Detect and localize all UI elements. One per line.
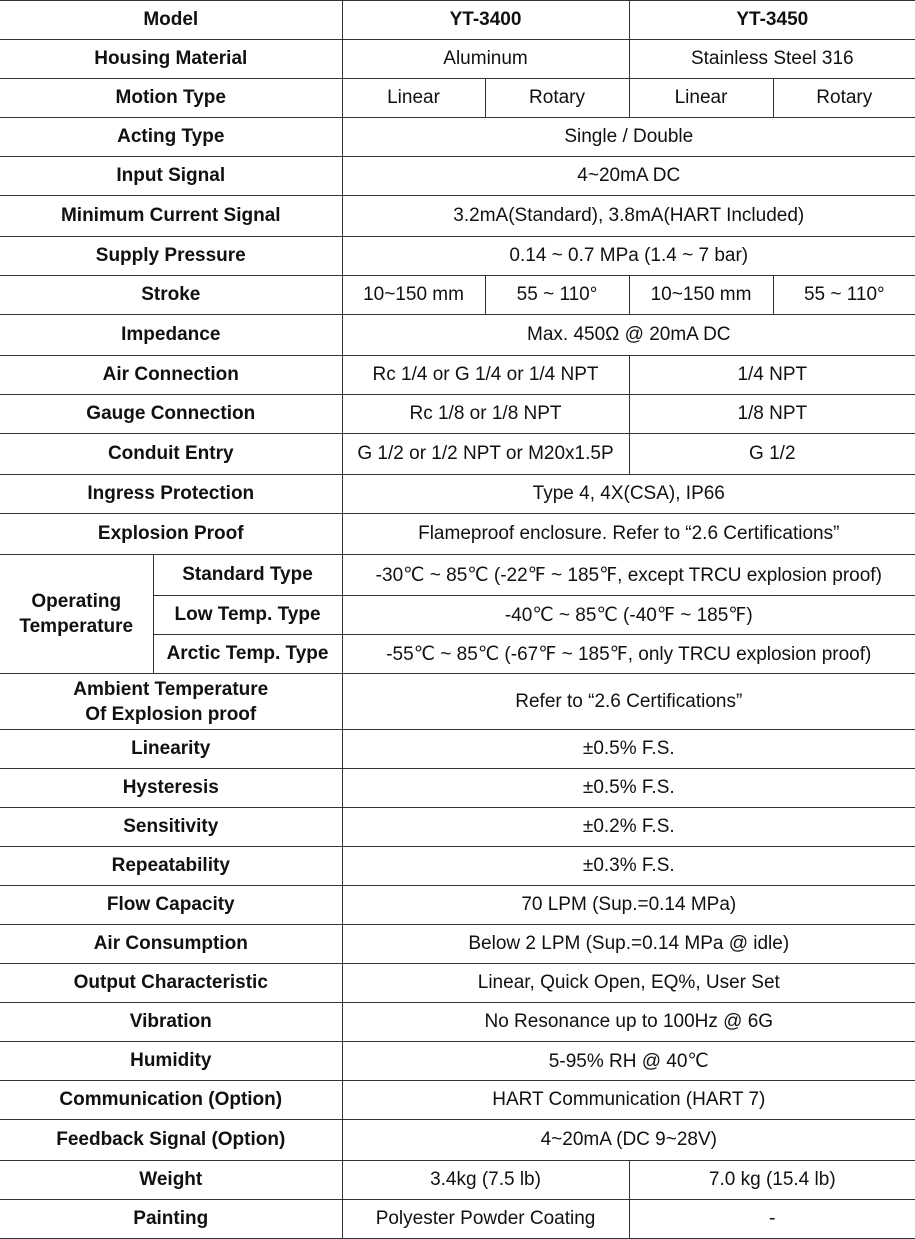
value-a: 3.4kg (7.5 lb) — [342, 1161, 629, 1200]
row-label: Sensitivity — [0, 808, 342, 847]
value-b-linear: Linear — [629, 79, 773, 118]
value-a: G 1/2 or 1/2 NPT or M20x1.5P — [342, 434, 629, 475]
table-row-supply-pressure — [0, 237, 915, 276]
table-row-min-current — [0, 196, 915, 237]
row-label: Painting — [0, 1200, 342, 1239]
value: Below 2 LPM (Sup.=0.14 MPa @ idle) — [342, 925, 915, 964]
value-a: Polyester Powder Coating — [342, 1200, 629, 1239]
table-row-explosion-proof — [0, 514, 915, 555]
table-row-ingress-protection — [0, 475, 915, 514]
value-b: 1/4 NPT — [629, 356, 915, 395]
header-model-a: YT-3400 — [342, 1, 629, 40]
value: Flameproof enclosure. Refer to “2.6 Certifications” — [342, 514, 915, 555]
sub-label-standard: Standard Type — [153, 555, 342, 596]
value: ±0.5% F.S. — [342, 730, 915, 769]
value-b-rotary: Rotary — [773, 79, 915, 118]
table-row-conduit-entry — [0, 434, 915, 475]
row-label: Stroke — [0, 276, 342, 315]
table-row-weight — [0, 1161, 915, 1200]
row-label: Linearity — [0, 730, 342, 769]
value-a-linear: 10~150 mm — [342, 276, 485, 315]
row-label: Communication (Option) — [0, 1081, 342, 1120]
row-label: Humidity — [0, 1042, 342, 1081]
ambient-temp-label — [0, 674, 342, 730]
table-row-stroke — [0, 276, 915, 315]
value: Single / Double — [342, 118, 915, 157]
row-label: Motion Type — [0, 79, 342, 118]
table-row-gauge-connection — [0, 395, 915, 434]
table-row-impedance — [0, 315, 915, 356]
table-row-sensitivity — [0, 808, 915, 847]
value: 4~20mA (DC 9~28V) — [342, 1120, 915, 1161]
value: 0.14 ~ 0.7 MPa (1.4 ~ 7 bar) — [342, 237, 915, 276]
table-row-input-signal — [0, 157, 915, 196]
value-a: Rc 1/4 or G 1/4 or 1/4 NPT — [342, 356, 629, 395]
table-row-flow-capacity — [0, 886, 915, 925]
value-b: - — [629, 1200, 915, 1239]
table-row-housing-material — [0, 40, 915, 79]
row-label: Ingress Protection — [0, 475, 342, 514]
row-label: Supply Pressure — [0, 237, 342, 276]
value-a-rotary: 55 ~ 110° — [485, 276, 629, 315]
value: ±0.2% F.S. — [342, 808, 915, 847]
value-a-rotary: Rotary — [485, 79, 629, 118]
table-row-operating-temp-standard — [0, 555, 915, 596]
value-arctic: -55℃ ~ 85℃ (-67℉ ~ 185℉, only TRCU explosion proof) — [342, 635, 915, 674]
row-label: Acting Type — [0, 118, 342, 157]
row-label: Weight — [0, 1161, 342, 1200]
row-label: Vibration — [0, 1003, 342, 1042]
value: 3.2mA(Standard), 3.8mA(HART Included) — [342, 196, 915, 237]
value: 70 LPM (Sup.=0.14 MPa) — [342, 886, 915, 925]
value: Max. 450Ω @ 20mA DC — [342, 315, 915, 356]
row-label: Housing Material — [0, 40, 342, 79]
table-row-air-connection — [0, 356, 915, 395]
value-b: Stainless Steel 316 — [629, 40, 915, 79]
table-row-motion-type — [0, 79, 915, 118]
value: ±0.3% F.S. — [342, 847, 915, 886]
table-row-air-consumption — [0, 925, 915, 964]
value: Linear, Quick Open, EQ%, User Set — [342, 964, 915, 1003]
row-label: Explosion Proof — [0, 514, 342, 555]
table-row-linearity — [0, 730, 915, 769]
row-label: Air Consumption — [0, 925, 342, 964]
value-b: G 1/2 — [629, 434, 915, 475]
table-row-ambient-temp — [0, 674, 915, 730]
value: Refer to “2.6 Certifications” — [342, 674, 915, 730]
table-row-hysteresis — [0, 769, 915, 808]
row-label: Minimum Current Signal — [0, 196, 342, 237]
value-b: 1/8 NPT — [629, 395, 915, 434]
row-label: Feedback Signal (Option) — [0, 1120, 342, 1161]
value-a-linear: Linear — [342, 79, 485, 118]
row-label: Hysteresis — [0, 769, 342, 808]
ambient-temp-label-line1: Ambient Temperature — [73, 678, 269, 700]
header-model-b: YT-3450 — [629, 1, 915, 40]
value-b-rotary: 55 ~ 110° — [773, 276, 915, 315]
value: 5-95% RH @ 40℃ — [342, 1042, 915, 1081]
table-row-feedback-signal — [0, 1120, 915, 1161]
operating-temperature-label-line2: Temperature — [19, 616, 134, 637]
ambient-temp-label-line2: Of Explosion proof — [85, 703, 257, 725]
value: ±0.5% F.S. — [342, 769, 915, 808]
row-label: Conduit Entry — [0, 434, 342, 475]
table-row-humidity — [0, 1042, 915, 1081]
table-row-communication — [0, 1081, 915, 1120]
row-label: Flow Capacity — [0, 886, 342, 925]
value-b-linear: 10~150 mm — [629, 276, 773, 315]
value-low: -40℃ ~ 85℃ (-40℉ ~ 185℉) — [342, 596, 915, 635]
operating-temperature-label — [0, 555, 153, 674]
table-row-vibration — [0, 1003, 915, 1042]
table-row-acting-type — [0, 118, 915, 157]
value: Type 4, 4X(CSA), IP66 — [342, 475, 915, 514]
value: No Resonance up to 100Hz @ 6G — [342, 1003, 915, 1042]
value-standard: -30℃ ~ 85℃ (-22℉ ~ 185℉, except TRCU explosion proof) — [342, 555, 915, 596]
row-label: Input Signal — [0, 157, 342, 196]
sub-label-arctic: Arctic Temp. Type — [153, 635, 342, 674]
value: 4~20mA DC — [342, 157, 915, 196]
value-a: Aluminum — [342, 40, 629, 79]
value: HART Communication (HART 7) — [342, 1081, 915, 1120]
row-label: Impedance — [0, 315, 342, 356]
table-row-repeatability — [0, 847, 915, 886]
value-b: 7.0 kg (15.4 lb) — [629, 1161, 915, 1200]
value-a: Rc 1/8 or 1/8 NPT — [342, 395, 629, 434]
table-row-output-characteristic — [0, 964, 915, 1003]
row-label: Air Connection — [0, 356, 342, 395]
row-label: Gauge Connection — [0, 395, 342, 434]
header-model-label: Model — [0, 1, 342, 40]
operating-temperature-label-line1: Operating — [31, 591, 122, 612]
sub-label-low: Low Temp. Type — [153, 596, 342, 635]
row-label: Output Characteristic — [0, 964, 342, 1003]
row-label: Repeatability — [0, 847, 342, 886]
table-row-header — [0, 1, 915, 40]
